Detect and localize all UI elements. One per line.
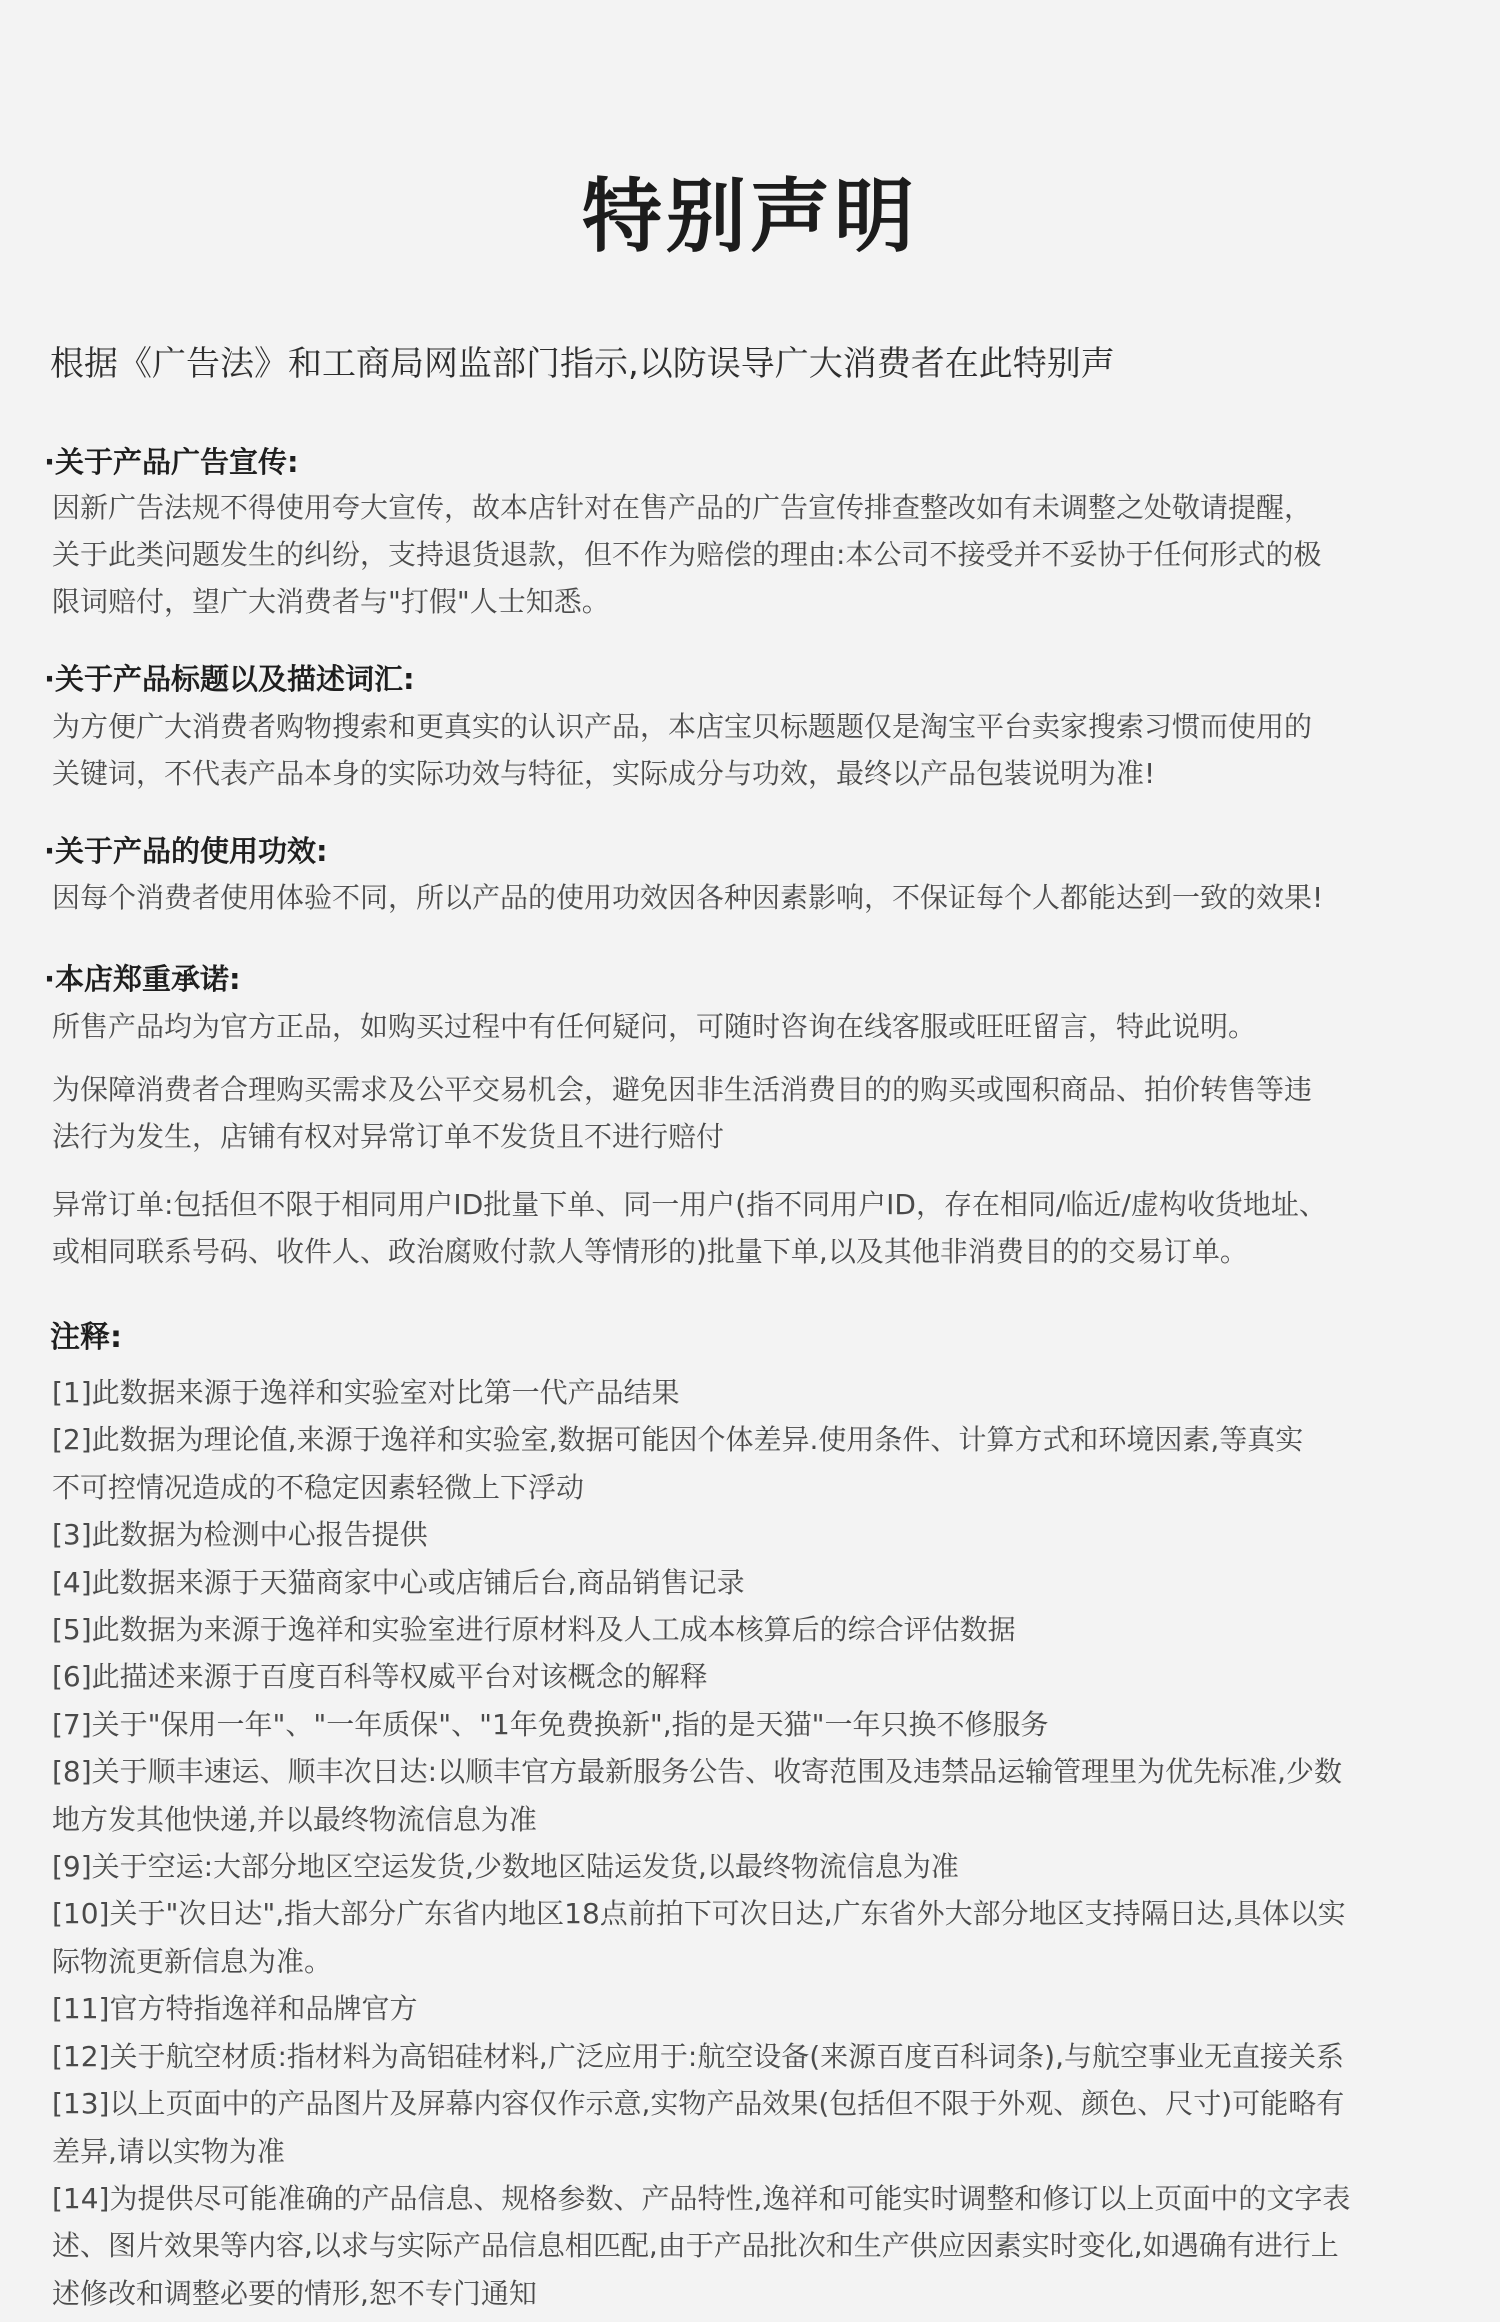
text-line: 述修改和调整必要的情形,恕不专门通知 bbox=[52, 2276, 537, 2310]
section-body-efficacy bbox=[52, 874, 1462, 921]
text-line: 述、图片效果等内容,以求与实际产品信息相匹配,由于产品批次和生产供应因素实时变化,如遇确有进行上 bbox=[52, 2229, 1339, 2263]
text-line: 或相同联系号码、收件人、政治腐败付款人等情形的)批量下单,以及其他非消费目的的交易订单。 bbox=[52, 1235, 1248, 1268]
text-line: [12]关于航空材质:指材料为高铝硅材料,广泛应用于:航空设备(来源百度百科词条),与航空事业无直接关系 bbox=[52, 2039, 1344, 2073]
note-item bbox=[52, 1653, 1472, 1700]
text-line: 关于此类问题发生的纠纷，支持退货退款，但不作为赔偿的理由:本公司不接受并不妥协于任何形式的极 bbox=[52, 538, 1322, 571]
section-heading-advertising: ·关于产品广告宣传: bbox=[44, 445, 299, 479]
note-item bbox=[52, 1890, 1472, 1985]
text-line: 差异,请以实物为准 bbox=[52, 2134, 285, 2168]
note-item bbox=[52, 1416, 1472, 1511]
note-item bbox=[52, 1748, 1472, 1843]
text-line: [14]为提供尽可能准确的产品信息、规格参数、产品特性,逸祥和可能实时调整和修订以上页面中的文字表 bbox=[52, 2181, 1351, 2215]
text-line: [3]此数据为检测中心报告提供 bbox=[52, 1518, 428, 1552]
notes-heading: 注释: bbox=[50, 1320, 122, 1355]
text-line: [2]此数据为理论值,来源于逸祥和实验室,数据可能因个体差异.使用条件、计算方式和环境因素,等真实 bbox=[52, 1423, 1304, 1457]
intro-text: 根据《广告法》和工商局网监部门指示,以防误导广大消费者在此特别声 bbox=[50, 344, 1115, 384]
note-item bbox=[52, 1511, 1472, 1558]
text-line: [7]关于"保用一年"、"一年质保"、"1年免费换新",指的是天猫"一年只换不修服务 bbox=[52, 1707, 1049, 1741]
paragraph-fair-trade bbox=[52, 1066, 1462, 1160]
note-item bbox=[52, 1843, 1472, 1890]
section-heading-title-wording: ·关于产品标题以及描述词汇: bbox=[44, 662, 415, 696]
text-line: 所售产品均为官方正品，如购买过程中有任何疑问，可随时咨询在线客服或旺旺留言，特此说明。 bbox=[52, 1010, 1257, 1043]
text-line: 因新广告法规不得使用夸大宣传，故本店针对在售产品的广告宣传排查整改如有未调整之处敬请提醒， bbox=[52, 491, 1313, 524]
note-item bbox=[52, 1559, 1472, 1606]
text-line: [5]此数据为来源于逸祥和实验室进行原材料及人工成本核算后的综合评估数据 bbox=[52, 1613, 1016, 1647]
text-line: 限词赔付，望广大消费者与"打假"人士知悉。 bbox=[52, 585, 610, 618]
text-line: [10]关于"次日达",指大部分广东省内地区18点前拍下可次日达,广东省外大部分地区支持隔日达,具体以实 bbox=[52, 1897, 1346, 1931]
text-line: 为保障消费者合理购买需求及公平交易机会，避免因非生活消费目的的购买或囤积商品、拍价转售等违 bbox=[52, 1073, 1313, 1106]
text-line: [6]此描述来源于百度百科等权威平台对该概念的解释 bbox=[52, 1660, 708, 1694]
text-line: [4]此数据来源于天猫商家中心或店铺后台,商品销售记录 bbox=[52, 1565, 745, 1599]
text-line: [13]以上页面中的产品图片及屏幕内容仅作示意,实物产品效果(包括但不限于外观、颜色、尺寸)可能略有 bbox=[52, 2087, 1345, 2121]
note-item bbox=[52, 1701, 1472, 1748]
text-line: [9]关于空运:大部分地区空运发货,少数地区陆运发货,以最终物流信息为准 bbox=[52, 1850, 959, 1884]
text-line: 因每个消费者使用体验不同，所以产品的使用功效因各种因素影响，不保证每个人都能达到一致的效果! bbox=[52, 881, 1324, 914]
text-line: [11]官方特指逸祥和品牌官方 bbox=[52, 1992, 418, 2026]
page-title: 特别声明 bbox=[582, 170, 918, 263]
note-item bbox=[52, 2033, 1472, 2080]
note-item bbox=[52, 1369, 1472, 1416]
text-line: 为方便广大消费者购物搜索和更真实的认识产品，本店宝贝标题题仅是淘宝平台卖家搜索习惯而使用的 bbox=[52, 710, 1313, 743]
note-item bbox=[52, 1985, 1472, 2032]
note-item bbox=[52, 1606, 1472, 1653]
text-line: 关键词，不代表产品本身的实际功效与特征，实际成分与功效，最终以产品包装说明为准! bbox=[52, 757, 1156, 790]
paragraph-abnormal-orders bbox=[52, 1181, 1462, 1275]
note-item bbox=[52, 2080, 1472, 2175]
text-line: 法行为发生，店铺有权对异常订单不发货且不进行赔付 bbox=[52, 1120, 725, 1153]
section-body-advertising bbox=[52, 484, 1462, 625]
section-heading-commitment: ·本店郑重承诺: bbox=[44, 962, 241, 996]
section-body-title-wording bbox=[52, 703, 1462, 797]
text-line: 际物流更新信息为准。 bbox=[52, 1944, 333, 1978]
text-line: 不可控情况造成的不稳定因素轻微上下浮动 bbox=[52, 1470, 585, 1504]
section-heading-efficacy: ·关于产品的使用功效: bbox=[44, 834, 328, 868]
notes-list bbox=[52, 1369, 1472, 2317]
text-line: 异常订单:包括但不限于相同用户ID批量下单、同一用户(指不同用户ID，存在相同/临近/虚构收货地址、 bbox=[52, 1188, 1327, 1221]
text-line: 地方发其他快递,并以最终物流信息为准 bbox=[52, 1802, 537, 1836]
section-body-commitment bbox=[52, 1003, 1462, 1050]
text-line: [8]关于顺丰速运、顺丰次日达:以顺丰官方最新服务公告、收寄范围及违禁品运输管理里为优先标准,少数 bbox=[52, 1755, 1343, 1789]
note-item bbox=[52, 2175, 1472, 2317]
text-line: [1]此数据来源于逸祥和实验室对比第一代产品结果 bbox=[52, 1376, 680, 1409]
